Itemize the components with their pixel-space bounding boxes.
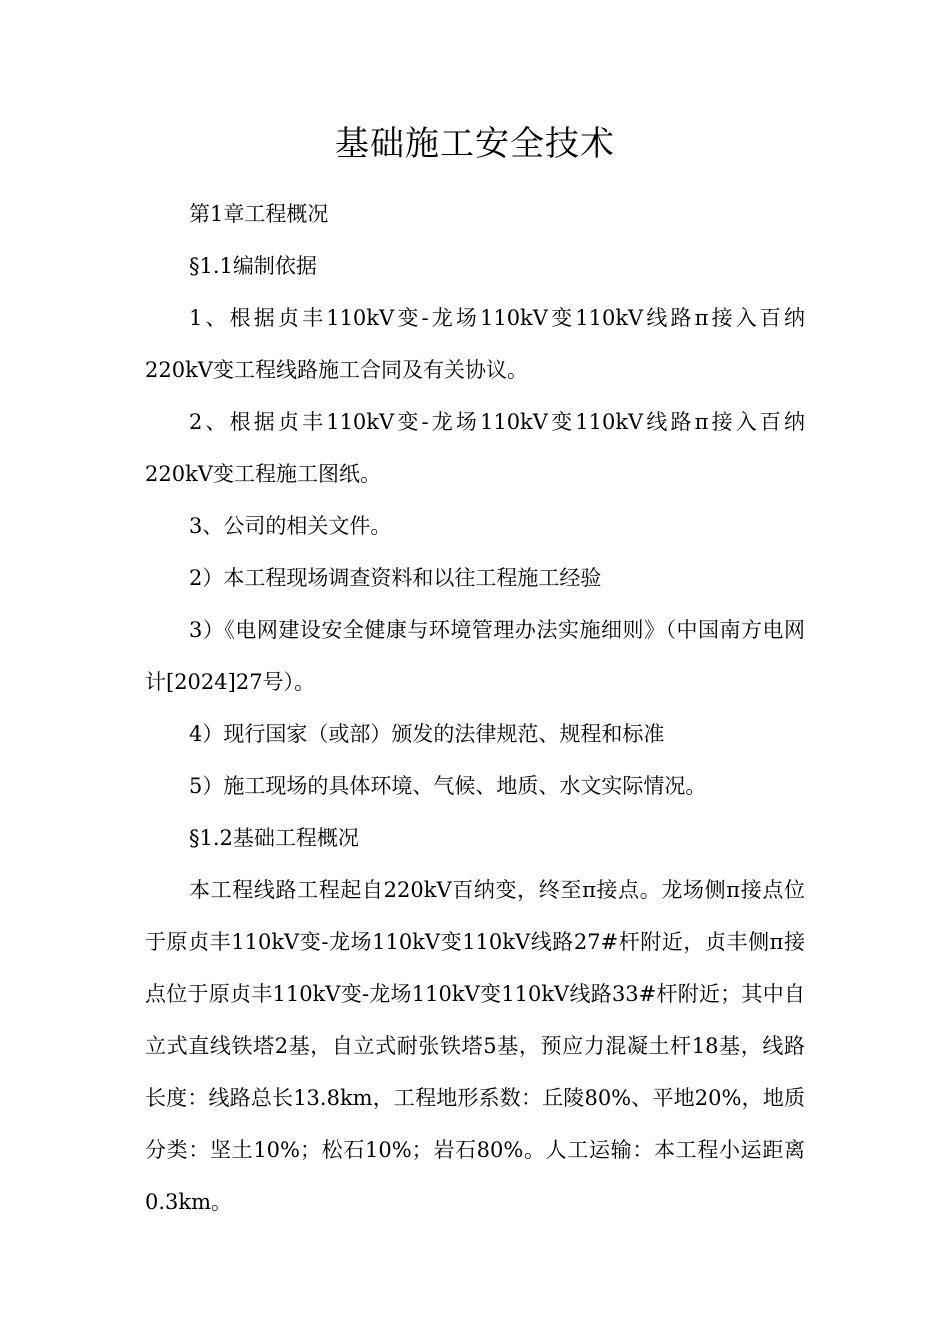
- document-title: 基础施工安全技术: [335, 124, 615, 164]
- chapter-heading: 第1章工程概况: [189, 202, 329, 226]
- basis-subitem-5: 5）施工现场的具体环境、气候、地质、水文实际情况。: [189, 774, 707, 798]
- basis-subitem-3: 3）《电网建设安全健康与环境管理办法实施细则》（中国南方电网计[2024]27号）。: [145, 618, 805, 694]
- section-heading-overview: §1.2基础工程概况: [189, 826, 359, 850]
- overview-paragraph: 本工程线路工程起自220kV百纳变，终至π接点。龙场侧π接点位于原贞丰110kV变-龙场110kV变110kV线路27#杆附近，贞丰侧π接点位于原贞丰110kV变-龙场110kV变110kV线路33#杆附近；其中自立式直线铁塔2基，自立式耐张铁塔5基，预应力混凝土杆18基，线路长度：线路总长13.8km，工程地形系数：丘陵80%、平地20%，地质分类：坚土10%；松石10%；岩石80%。人工运输：本工程小运距离0.3km。: [145, 878, 805, 1214]
- basis-subitem-4: 4）现行国家（或部）颁发的法律规范、规程和标准: [189, 722, 665, 746]
- document-body: [145, 188, 805, 1228]
- section-heading-basis: §1.1编制依据: [189, 254, 317, 278]
- basis-item-2: 2、根据贞丰110kV变-龙场110kV变110kV线路π接入百纳220kV变工程施工图纸。: [145, 410, 805, 486]
- basis-item-1: 1、根据贞丰110kV变-龙场110kV变110kV线路π接入百纳220kV变工程线路施工合同及有关协议。: [145, 306, 805, 382]
- basis-item-3: 3、公司的相关文件。: [189, 514, 392, 538]
- basis-subitem-2: 2）本工程现场调查资料和以往工程施工经验: [189, 566, 602, 590]
